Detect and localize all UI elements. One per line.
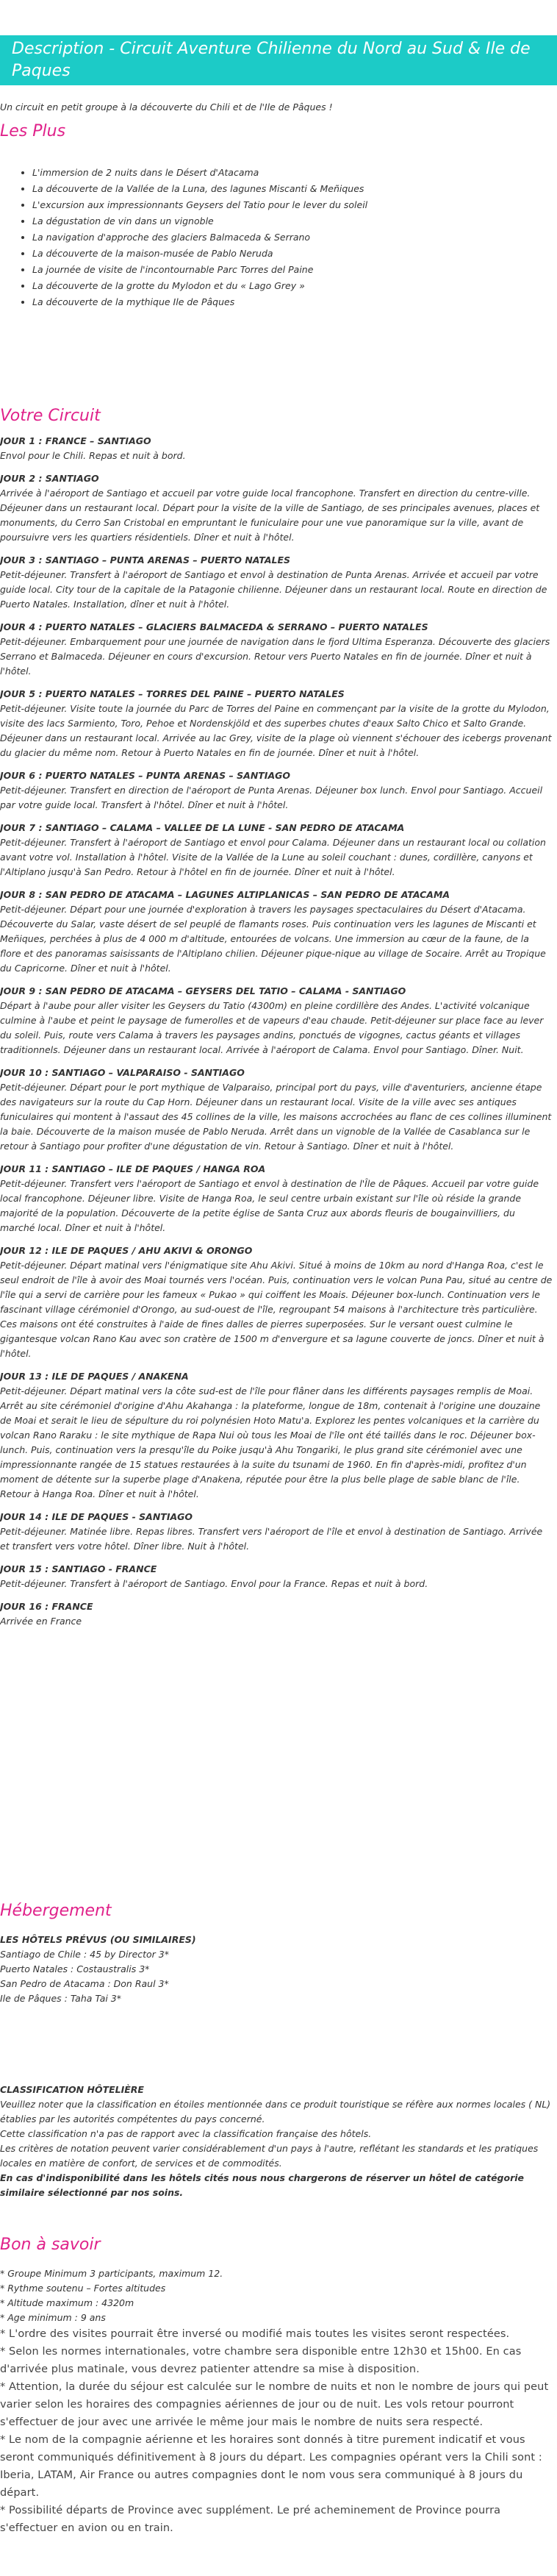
day-title: JOUR 3 : SANTIAGO – PUNTA ARENAS – PUERTO NATALES bbox=[0, 554, 291, 565]
day-text: Petit-déjeuner. Visite toute la journée du Parc de Torres del Paine en commençant par la visite de la grotte du Mylodon, visite des lacs Sarmiento, Toro, Pehoe et Nordenskjöld et des superbes chutes d'eaux Salto Chico et Salto Grande. Déjeuner dans un restaurant local. Arrivée au lac Grey, visite de la plage où viennent s'échouer des icebergs provenant du glacier du même nom. Retour à Puerto Natales en fin de journée. Dîner et nuit à l'hôtel. bbox=[0, 703, 552, 758]
day-block bbox=[0, 553, 553, 612]
hotel-item: Puerto Natales : Costaustralis 3* bbox=[0, 1963, 150, 1974]
info-item: * Possibilité départs de Province avec supplément. Le pré acheminement de Province pourra s'effectuer en avion ou en train. bbox=[0, 2505, 501, 2534]
day-block bbox=[0, 768, 553, 813]
page-title: Description - Circuit Aventure Chilienne du Nord au Sud & Ile de Paques bbox=[12, 40, 531, 80]
hotel-item: San Pedro de Atacama : Don Raul 3* bbox=[0, 1978, 169, 1989]
list-item: • La journée de visite de l'incontournable Parc Torres del Paine bbox=[32, 262, 367, 278]
bon-a-savoir-heading: Bon à savoir bbox=[0, 2236, 101, 2254]
info-item: * Attention, la durée du séjour est calculée sur le nombre de nuits et non le nombre de jours qui peut varier selon les horaires des compagnies aériennes de jour ou de nuit. Les vols retour pourront s'effectuer de jour avec une arrivée le même jour mais le nombre de nuits sera respecté. bbox=[0, 2381, 549, 2428]
day-text: Petit-déjeuner. Départ pour une journée d'exploration à travers les paysages spectaculaires du Désert d'Atacama. Découverte du Salar, vaste désert de sel peuplé de flamants roses. Puis continuation vers les lagunes de Miscanti et Meñiques, perchées à plus de 4 000 m d'altitude, entourées de volcans. Une immersion au cœur de la faune, de la flore et des panoramas saisissants de l'Altiplano chilien. Déjeuner pique-nique au village de Socaire. Arrêt au Tropique du Capricorne. Dîner et nuit à l'hôtel. bbox=[0, 904, 546, 974]
hotels-list bbox=[0, 1933, 553, 2006]
day-text: Petit-déjeuner. Matinée libre. Repas libres. Transfert vers l'aéroport de l'île et envol à destination de Santiago. Arrivée et transfert vers votre hôtel. Dîner libre. Nuit à l'hôtel. bbox=[0, 1526, 543, 1552]
day-block bbox=[0, 888, 553, 976]
classification-line: Cette classification n'a pas de rapport avec la classification française des hôtels. bbox=[0, 2128, 372, 2139]
classification-block bbox=[0, 2083, 553, 2200]
info-item: * Le nom de la compagnie aérienne et les horaires sont donnés à titre purement indicatif et vous seront communiqués définitivement à 8 jours du départ. Les compagnies opérant vers la Chili sont : Iberia, LATAM, Air France ou autres compagnies dont le nom vous sera communiqué à 8 jours du départ. bbox=[0, 2434, 542, 2499]
info-item: * Selon les normes internationales, votre chambre sera disponible entre 12h30 et 15h00. En cas d'arrivée plus matinale, vous devrez patienter attendre sa mise à disposition. bbox=[0, 2346, 522, 2375]
day-block bbox=[0, 471, 553, 545]
day-block bbox=[0, 984, 553, 1057]
day-title: JOUR 12 : ILE DE PAQUES / AHU AKIVI & ORONGO bbox=[0, 1245, 253, 1256]
circuit-heading: Votre Circuit bbox=[0, 407, 101, 425]
day-text: Petit-déjeuner. Embarquement pour une journée de navigation dans le fjord Ultima Esperanza. Découverte des glaciers Serrano et Balmaceda. Déjeuner en cours d'excursion. Retour vers Puerto Natales en fin de journée. Dîner et nuit à l'hôtel. bbox=[0, 636, 550, 677]
day-text: Petit-déjeuner. Transfert en direction de l'aéroport de Punta Arenas. Déjeuner box lunch. Envol pour Santiago. Accueil par votre guide local. Transfert à l'hôtel. Dîner et nuit à l'hôtel. bbox=[0, 785, 543, 810]
day-title: JOUR 15 : SANTIAGO - FRANCE bbox=[0, 1563, 157, 1574]
list-item: • La découverte de la maison-musée de Pablo Neruda bbox=[32, 246, 367, 262]
day-title: JOUR 2 : SANTIAGO bbox=[0, 473, 99, 484]
day-title: JOUR 6 : PUERTO NATALES – PUNTA ARENAS – SANTIAGO bbox=[0, 770, 291, 781]
day-text: Petit-déjeuner. Transfert à l'aéroport de Santiago et envol à destination de Punta Arenas. Arrivée et accueil par votre guide local. City tour de la capitale de la Patagonie chilienne. Déjeuner dans un restaurant local. Route en direction de Puerto Natales. Installation, dîner et nuit à l'hôtel. bbox=[0, 569, 547, 610]
list-item: • L'immersion de 2 nuits dans le Désert d'Atacama bbox=[32, 165, 367, 181]
bon-a-savoir-list bbox=[0, 2266, 553, 2537]
list-item: • L'excursion aux impressionnants Geysers del Tatio pour le lever du soleil bbox=[32, 197, 367, 213]
list-item: • La découverte de la grotte du Mylodon et du « Lago Grey » bbox=[32, 278, 367, 294]
day-block bbox=[0, 620, 553, 679]
list-item: • La découverte de la Vallée de la Luna, des lagunes Miscanti & Meñiques bbox=[32, 181, 367, 197]
day-text: Départ à l'aube pour aller visiter les Geysers du Tatio (4300m) en pleine cordillère des Andes. L'activité volcanique culmine à l'aube et peint le paysage de fumerolles et de vapeurs d'eau chaude. Petit-déjeuner sur place face au lever du soleil. Puis, route vers Calama à travers les paysages andins, ponctués de vigognes, cactus géants et villages traditionnels. Déjeuner dans un restaurant local. Arrivée à l'aéroport de Calama. Envol pour Santiago. Dîner. Nuit. bbox=[0, 1000, 544, 1055]
day-text: Arrivée à l'aéroport de Santiago et accueil par votre guide local francophone. Transfert en direction du centre-ville. Déjeuner dans un restaurant local. Départ pour la visite de la ville de Santiago, de ses principales avenues, places et monuments, du Cerro San Cristobal en empruntant le funiculaire pour une vue panoramique sur la ville, avant de poursuivre vers les quartiers résidentiels. Dîner et nuit à l'hôtel. bbox=[0, 488, 540, 543]
day-block bbox=[0, 687, 553, 760]
info-item: * Rythme soutenu – Fortes altitudes bbox=[0, 2283, 166, 2294]
classification-line: Veuillez noter que la classification en étoiles mentionnée dans ce produit touristique se réfère aux normes locales ( NL) établies par les autorités compétentes du pays concerné. bbox=[0, 2099, 551, 2124]
les-plus-heading: Les Plus bbox=[0, 122, 66, 140]
day-block bbox=[0, 1162, 553, 1235]
day-title: JOUR 10 : SANTIAGO – VALPARAISO - SANTIAGO bbox=[0, 1067, 245, 1078]
hotel-item: Ile de Pâques : Taha Tai 3* bbox=[0, 1993, 122, 2004]
day-text: Petit-déjeuner. Transfert à l'aéroport de Santiago. Envol pour la France. Repas et nuit à bord. bbox=[0, 1578, 428, 1589]
day-block bbox=[0, 821, 553, 880]
day-text: Envol pour le Chili. Repas et nuit à bord. bbox=[0, 450, 186, 461]
list-item: • La découverte de la mythique Ile de Pâques bbox=[32, 294, 367, 310]
title-banner bbox=[0, 35, 557, 85]
info-item: * L'ordre des visites pourrait être inversé ou modifié mais toutes les visites seront respectées. bbox=[0, 2328, 510, 2340]
classification-line: Les critères de notation peuvent varier considérablement d'un pays à l'autre, reflétant les standards et les pratiques locales en matière de confort, de services et de commodités. bbox=[0, 2143, 539, 2169]
day-text: Petit-déjeuner. Transfert à l'aéroport de Santiago et envol pour Calama. Déjeuner dans un restaurant local ou collation avant votre vol. Installation à l'hôtel. Visite de la Vallée de la Lune au soleil couchant : dunes, cordillère, canyons et l'Altiplano jusqu'à San Pedro. Retour à l'hôtel en fin de journée. Dîner et nuit à l'hôtel. bbox=[0, 837, 546, 877]
info-item: * Age minimum : 9 ans bbox=[0, 2312, 106, 2323]
day-text: Petit-déjeuner. Transfert vers l'aéroport de Santiago et envol à destination de l'Île de Pâques. Accueil par votre guide local francophone. Déjeuner libre. Visite de Hanga Roa, le seul centre urbain existant sur l'île où réside la grande majorité de la population. Découverte de la petite église de Santa Cruz aux abords fleuris de bougainvilliers, du marché local. Dîner et nuit à l'hôtel. bbox=[0, 1178, 539, 1233]
hotel-item: Santiago de Chile : 45 by Director 3* bbox=[0, 1949, 169, 1960]
day-block bbox=[0, 1510, 553, 1554]
classification-title: CLASSIFICATION HÔTELIÈRE bbox=[0, 2084, 144, 2095]
day-title: JOUR 14 : ILE DE PAQUES - SANTIAGO bbox=[0, 1511, 193, 1522]
day-block bbox=[0, 1369, 553, 1502]
day-title: JOUR 7 : SANTIAGO – CALAMA – VALLEE DE LA LUNE - SAN PEDRO DE ATACAMA bbox=[0, 822, 405, 833]
day-title: JOUR 5 : PUERTO NATALES – TORRES DEL PAINE – PUERTO NATALES bbox=[0, 688, 345, 699]
day-title: JOUR 4 : PUERTO NATALES – GLACIERS BALMACEDA & SERRANO – PUERTO NATALES bbox=[0, 621, 428, 632]
day-text: Petit-déjeuner. Départ matinal vers l'énigmatique site Ahu Akivi. Situé à moins de 10km au nord d'Hanga Roa, c'est le seul endroit de l'île à avoir des Moai tournés vers l'océan. Puis, continuation vers le volcan Puna Pau, situé au centre de l'île qui a servi de carrière pour les fameux « Pukao » qui coiffent les Moais. Déjeuner box-lunch. Continuation vers le fascinant village cérémoniel d'Orongo, au sud-ouest de l'île, regroupant 54 maisons à l'architecture très particulière. Ces maisons ont été construites à l'aide de fines dalles de pierres superposées. Sur le versant ouest culmine le gigantesque volcan Rano Kau avec son cratère de 1500 m d'envergure et sa lagune couverte de joncs. Dîner et nuit à l'hôtel. bbox=[0, 1260, 553, 1359]
day-text: Arrivée en France bbox=[0, 1616, 82, 1627]
hotels-title: LES HÔTELS PRÉVUS (OU SIMILAIRES) bbox=[0, 1934, 196, 1945]
circuit-days bbox=[0, 434, 553, 1637]
day-block bbox=[0, 1066, 553, 1154]
day-title: JOUR 11 : SANTIAGO – ILE DE PAQUES / HANGA ROA bbox=[0, 1163, 266, 1174]
day-title: JOUR 9 : SAN PEDRO DE ATACAMA – GEYSERS DEL TATIO – CALAMA - SANTIAGO bbox=[0, 985, 406, 996]
day-block bbox=[0, 1562, 553, 1591]
day-title: JOUR 1 : FRANCE – SANTIAGO bbox=[0, 435, 151, 446]
day-block bbox=[0, 434, 553, 463]
info-item: * Groupe Minimum 3 participants, maximum 12. bbox=[0, 2268, 223, 2279]
day-text: Petit-déjeuner. Départ matinal vers la côte sud-est de l'île pour flâner dans les différents paysages remplis de Moai. Arrêt au site cérémoniel d'origine d'Ahu Akahanga : la plateforme, longue de 18m, contenait à l'origine une douzaine de Moai et serait le lieu de sépulture du roi polynésien Hoto Matu'a. Explorez les pentes volcaniques et la carrière du volcan Rano Raraku : le site mythique de Rapa Nui où tous les Moai de l'île ont été taillés dans le roc. Déjeuner box-lunch. Puis, continuation vers la presqu'île du Poike jusqu'à Ahu Tongariki, le plus grand site cérémoniel avec une impressionnante rangée de 15 statues restaurées à la suite du tsunami de 1960. En fin d'après-midi, profitez d'un moment de détente sur la superbe plage d'Anakena, réputée pour être la plus belle plage de sable blanc de l'île. Retour à Hanga Roa. Dîner et nuit à l'hôtel. bbox=[0, 1385, 541, 1499]
info-item: * Altitude maximum : 4320m bbox=[0, 2297, 134, 2308]
day-block bbox=[0, 1244, 553, 1361]
day-title: JOUR 13 : ILE DE PAQUES / ANAKENA bbox=[0, 1371, 189, 1382]
day-title: JOUR 8 : SAN PEDRO DE ATACAMA – LAGUNES ALTIPLANICAS – SAN PEDRO DE ATACAMA bbox=[0, 889, 450, 900]
list-item: • La navigation d'approche des glaciers Balmaceda & Serrano bbox=[32, 229, 367, 246]
day-text: Petit-déjeuner. Départ pour le port mythique de Valparaiso, principal port du pays, ville d'aventuriers, ancienne étape des navigateurs sur la route du Cap Horn. Déjeuner dans un restaurant local. Visite de la ville avec ses antiques funiculaires qui montent à l'assaut des 45 collines de la ville, les maisons accrochées au flanc de ces collines illuminent la baie. Découverte de la maison musée de Pablo Neruda. Arrêt dans un vignoble de la Vallée de Casablanca sur le retour à Santiago pour profiter d'une dégustation de vin. Retour à Santiago. Dîner et nuit à l'hôtel. bbox=[0, 1082, 552, 1152]
les-plus-list bbox=[0, 165, 367, 310]
hebergement-heading: Hébergement bbox=[0, 1902, 112, 1920]
day-title: JOUR 16 : FRANCE bbox=[0, 1601, 93, 1612]
intro-text: Un circuit en petit groupe à la découverte du Chili et de l'Ile de Pâques ! bbox=[0, 101, 333, 113]
classification-note: En cas d'indisponibilité dans les hôtels cités nous nous chargerons de réserver un hôtel de catégorie similaire sélectionné par nos soins. bbox=[0, 2172, 525, 2198]
list-item: • La dégustation de vin dans un vignoble bbox=[32, 213, 367, 229]
day-block bbox=[0, 1599, 553, 1629]
